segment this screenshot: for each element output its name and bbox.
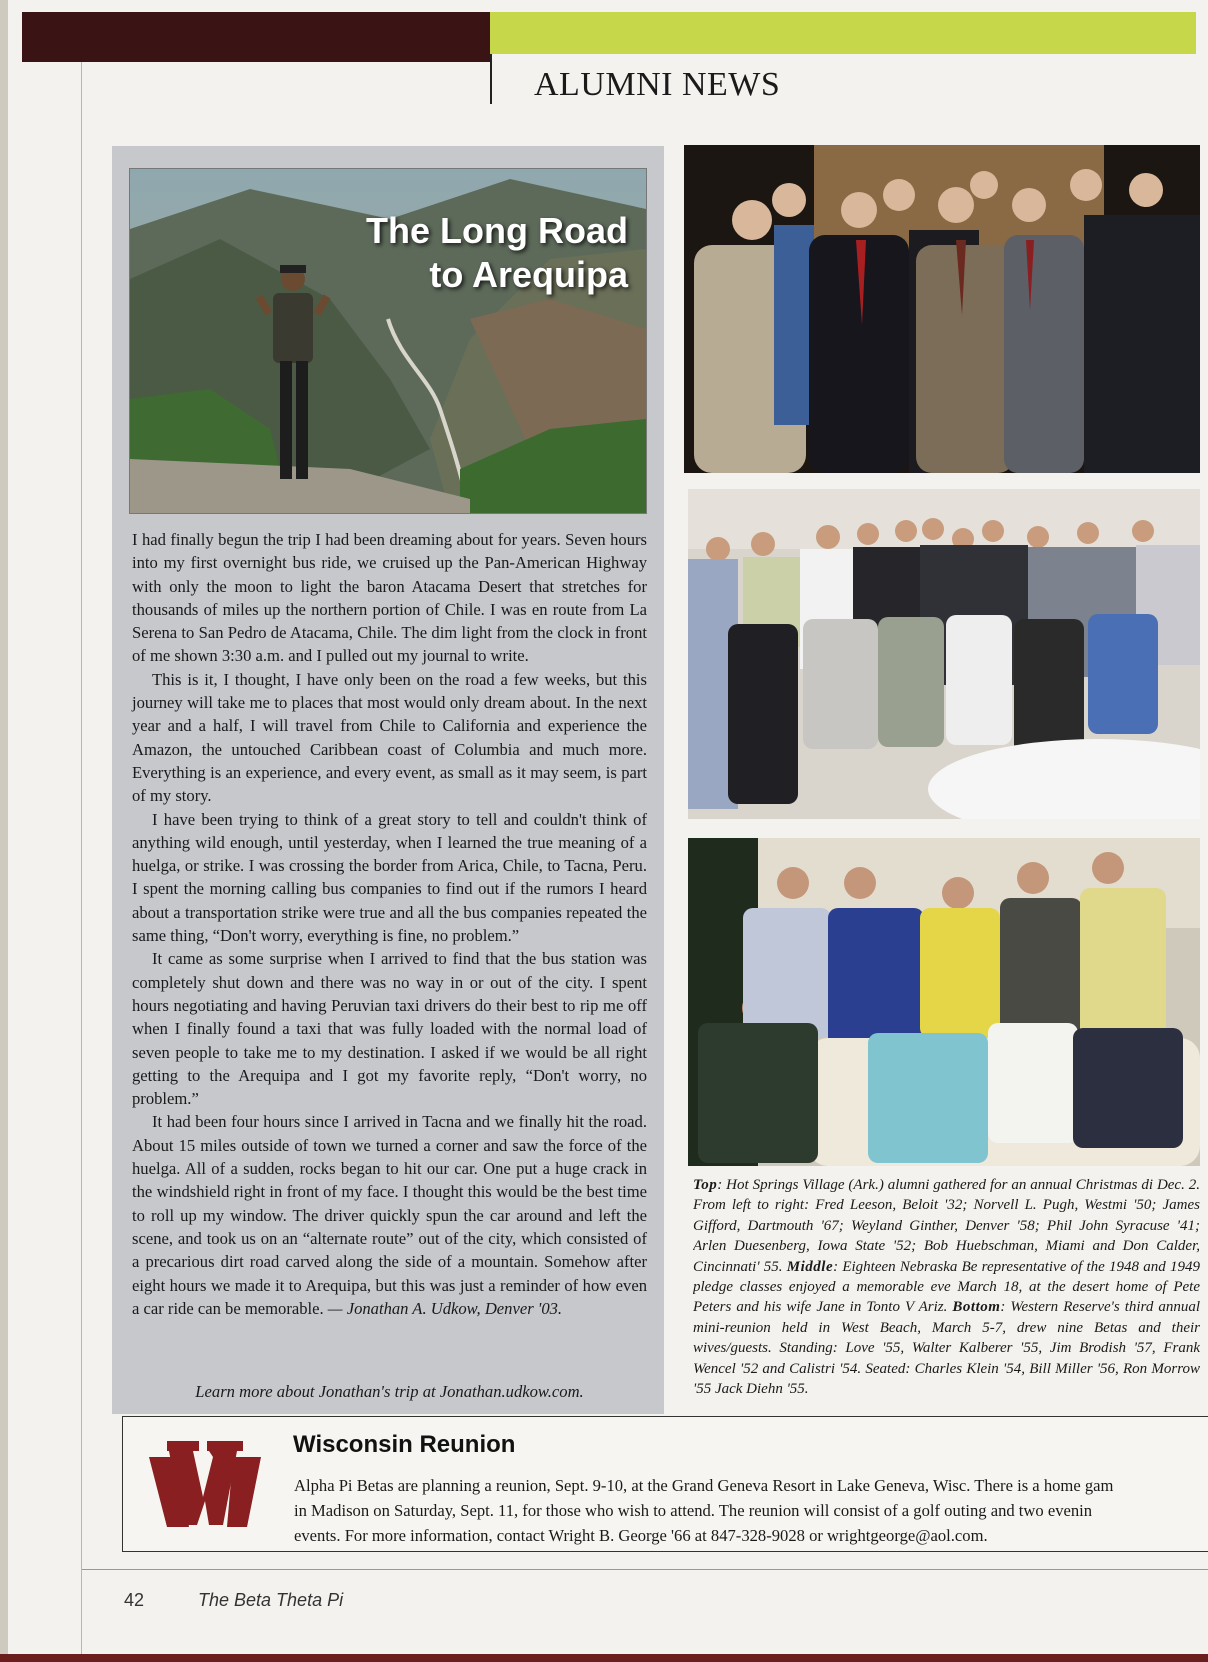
reunion-line: events. For more information, contact Wright B. George '66 at 847-328-9028 or wrightgeorge@aol.com. (294, 1526, 988, 1545)
page-bottom-edge (0, 1654, 1208, 1662)
photo-nebraska-pledge-classes (688, 489, 1200, 819)
margin-rule (81, 62, 82, 1662)
caption-text-top: : Hot Springs Village (Ark.) alumni gathered for an annual Christmas di Dec. 2. From left to right: Fred Leeson, Beloit '32; Norvell L. Pugh, Westmi '50; James Gifford, Dartmouth '67; Weyland Ginther, Denver '58; Phil John Syracuse '41; Arlen Duesenberg, Iowa State '52; Bob Huebschman, Miami and Don Calder, Cincinnati' 55. (693, 1177, 1200, 1275)
story-web-link: Learn more about Jonathan's trip at Jonathan.udkow.com. (195, 1382, 584, 1401)
caption-text-middle: : Eighteen Nebraska Be representative of the 1948 and 1949 pledge classes enjoyed a memorable eve March 18, at the desert home of Pete Peters and his wife Jane in Tonto V Ariz. (693, 1258, 1200, 1316)
photo-caption (693, 1175, 1200, 1415)
photo-title-line-1: The Long Road (366, 210, 628, 251)
group-photo-illustration (688, 489, 1200, 819)
story-paragraph: I had finally begun the trip I had been dreaming about for years. Seven hours into my first overnight bus ride, we cruised up the Pan-American Highway with only the moon to light the baron Atacama Desert that stretches for thousands of miles up the northern portion of Chile. I was en route from La Serena to San Pedro de Atacama, Chile. The dim light from the clock in front of me shown 3:30 a.m. and I pulled out my journal to write. (132, 530, 647, 666)
page-number: 42 (124, 1590, 145, 1610)
photo-title-line-2: to Arequipa (429, 254, 628, 295)
caption-label-top: Top (693, 1177, 718, 1193)
caption-label-bottom: Bottom (952, 1299, 1001, 1316)
feature-story (112, 146, 664, 1414)
photo-title-overlay (366, 209, 628, 297)
story-paragraph: This is it, I thought, I have only been on the road a few weeks, but this journey will take me to places that most would only dream about. In the next year and a half, I will travel from Chile to California and experience the Amazon, the untouched Caribbean coast of Columbia and much more. Everything is an experience, and every event, as small as it may seem, is part of my story. (132, 669, 647, 806)
reunion-line: in Madison on Saturday, Sept. 11, for those who wish to attend. The reunion will consist of a golf outing and two evenin (294, 1501, 1093, 1520)
header-divider (490, 54, 492, 104)
story-paragraph-last (132, 1110, 647, 1320)
reunion-body (294, 1473, 1194, 1548)
publication-name: The Beta Theta Pi (198, 1590, 344, 1610)
wisconsin-w-logo (147, 1427, 263, 1539)
reunion-title: Wisconsin Reunion (293, 1431, 516, 1458)
group-photo-illustration (684, 145, 1200, 473)
caption-label-middle: Middle (786, 1258, 834, 1275)
canyon-hiker-photo (129, 168, 647, 514)
story-paragraph-text: It had been four hours since I arrived in Tacna and we finally hit the road. About 15 miles outside of town we turned a corner and saw the force of the huelga. All of a sudden, rocks began to hit our car. One put a huge crack in the windshield right in front of my face. I thought this would be the best time to roll up my window. The driver quickly spun the car around and left the scene, and took us on an “alternate route” out of the city, which consisted of a precarious dirt road carved along the side of a mountain. Somehow after eight hours we made it to Arequipa, but this was just a reminder of how even a car ride can be memorable. (132, 1112, 647, 1318)
author-signature: — Jonathan A. Udkow, Denver '03. (327, 1298, 563, 1318)
caption-text-bottom: : Western Reserve's third annual mini-reunion held in West Beach, March 5-7, drew nine Betas and their wives/guests. Standing: Love '55, Walter Kalberer '55, Jim Brodish '57, Frank Wencel '52 and Calistri '54. Seated: Charles Klein '54, Bill Miller '56, Ron Morrow '55 Jack Diehn '55. (693, 1299, 1200, 1398)
page-spine-edge (0, 0, 8, 1662)
header-green-band (490, 12, 1196, 54)
group-photo-illustration (688, 838, 1200, 1166)
story-paragraph: It came as some surprise when I arrived to find that the bus station was completely shut down and there was no way in or out of the city. I spent hours negotiating and having Peruvian taxi drivers do their best to rip me off when I finally found a taxi that was fully loaded with the normal load of seven people to take me to my destination. I asked if we would be all right getting to the Arequipa and I got my favorite reply, “Don't worry, no problem.” (132, 949, 647, 1109)
reunion-line: Alpha Pi Betas are planning a reunion, Sept. 9-10, at the Grand Geneva Resort in Lake Geneva, Wisc. There is a home gam (294, 1476, 1114, 1495)
footer-rule (82, 1569, 1208, 1570)
photo-hot-springs-alumni (684, 145, 1200, 473)
photo-western-reserve-reunion (688, 838, 1200, 1166)
story-paragraph: I have been trying to think of a great story to tell and couldn't think of anything wild enough, until yesterday, when I learned the true meaning of a huelga, or strike. I was crossing the border from Arica, Chile, to Tacna, Peru. I spent the morning calling bus companies to find out if the rumors I heard about a transportation strike were true and all the bus companies repeated the same thing, “Don't worry, everything is fine, no problem.” (132, 809, 647, 946)
header-dark-band (22, 12, 490, 62)
wisconsin-reunion-box (122, 1416, 1208, 1552)
story-body (132, 528, 647, 1320)
section-title: ALUMNI NEWS (534, 66, 781, 103)
